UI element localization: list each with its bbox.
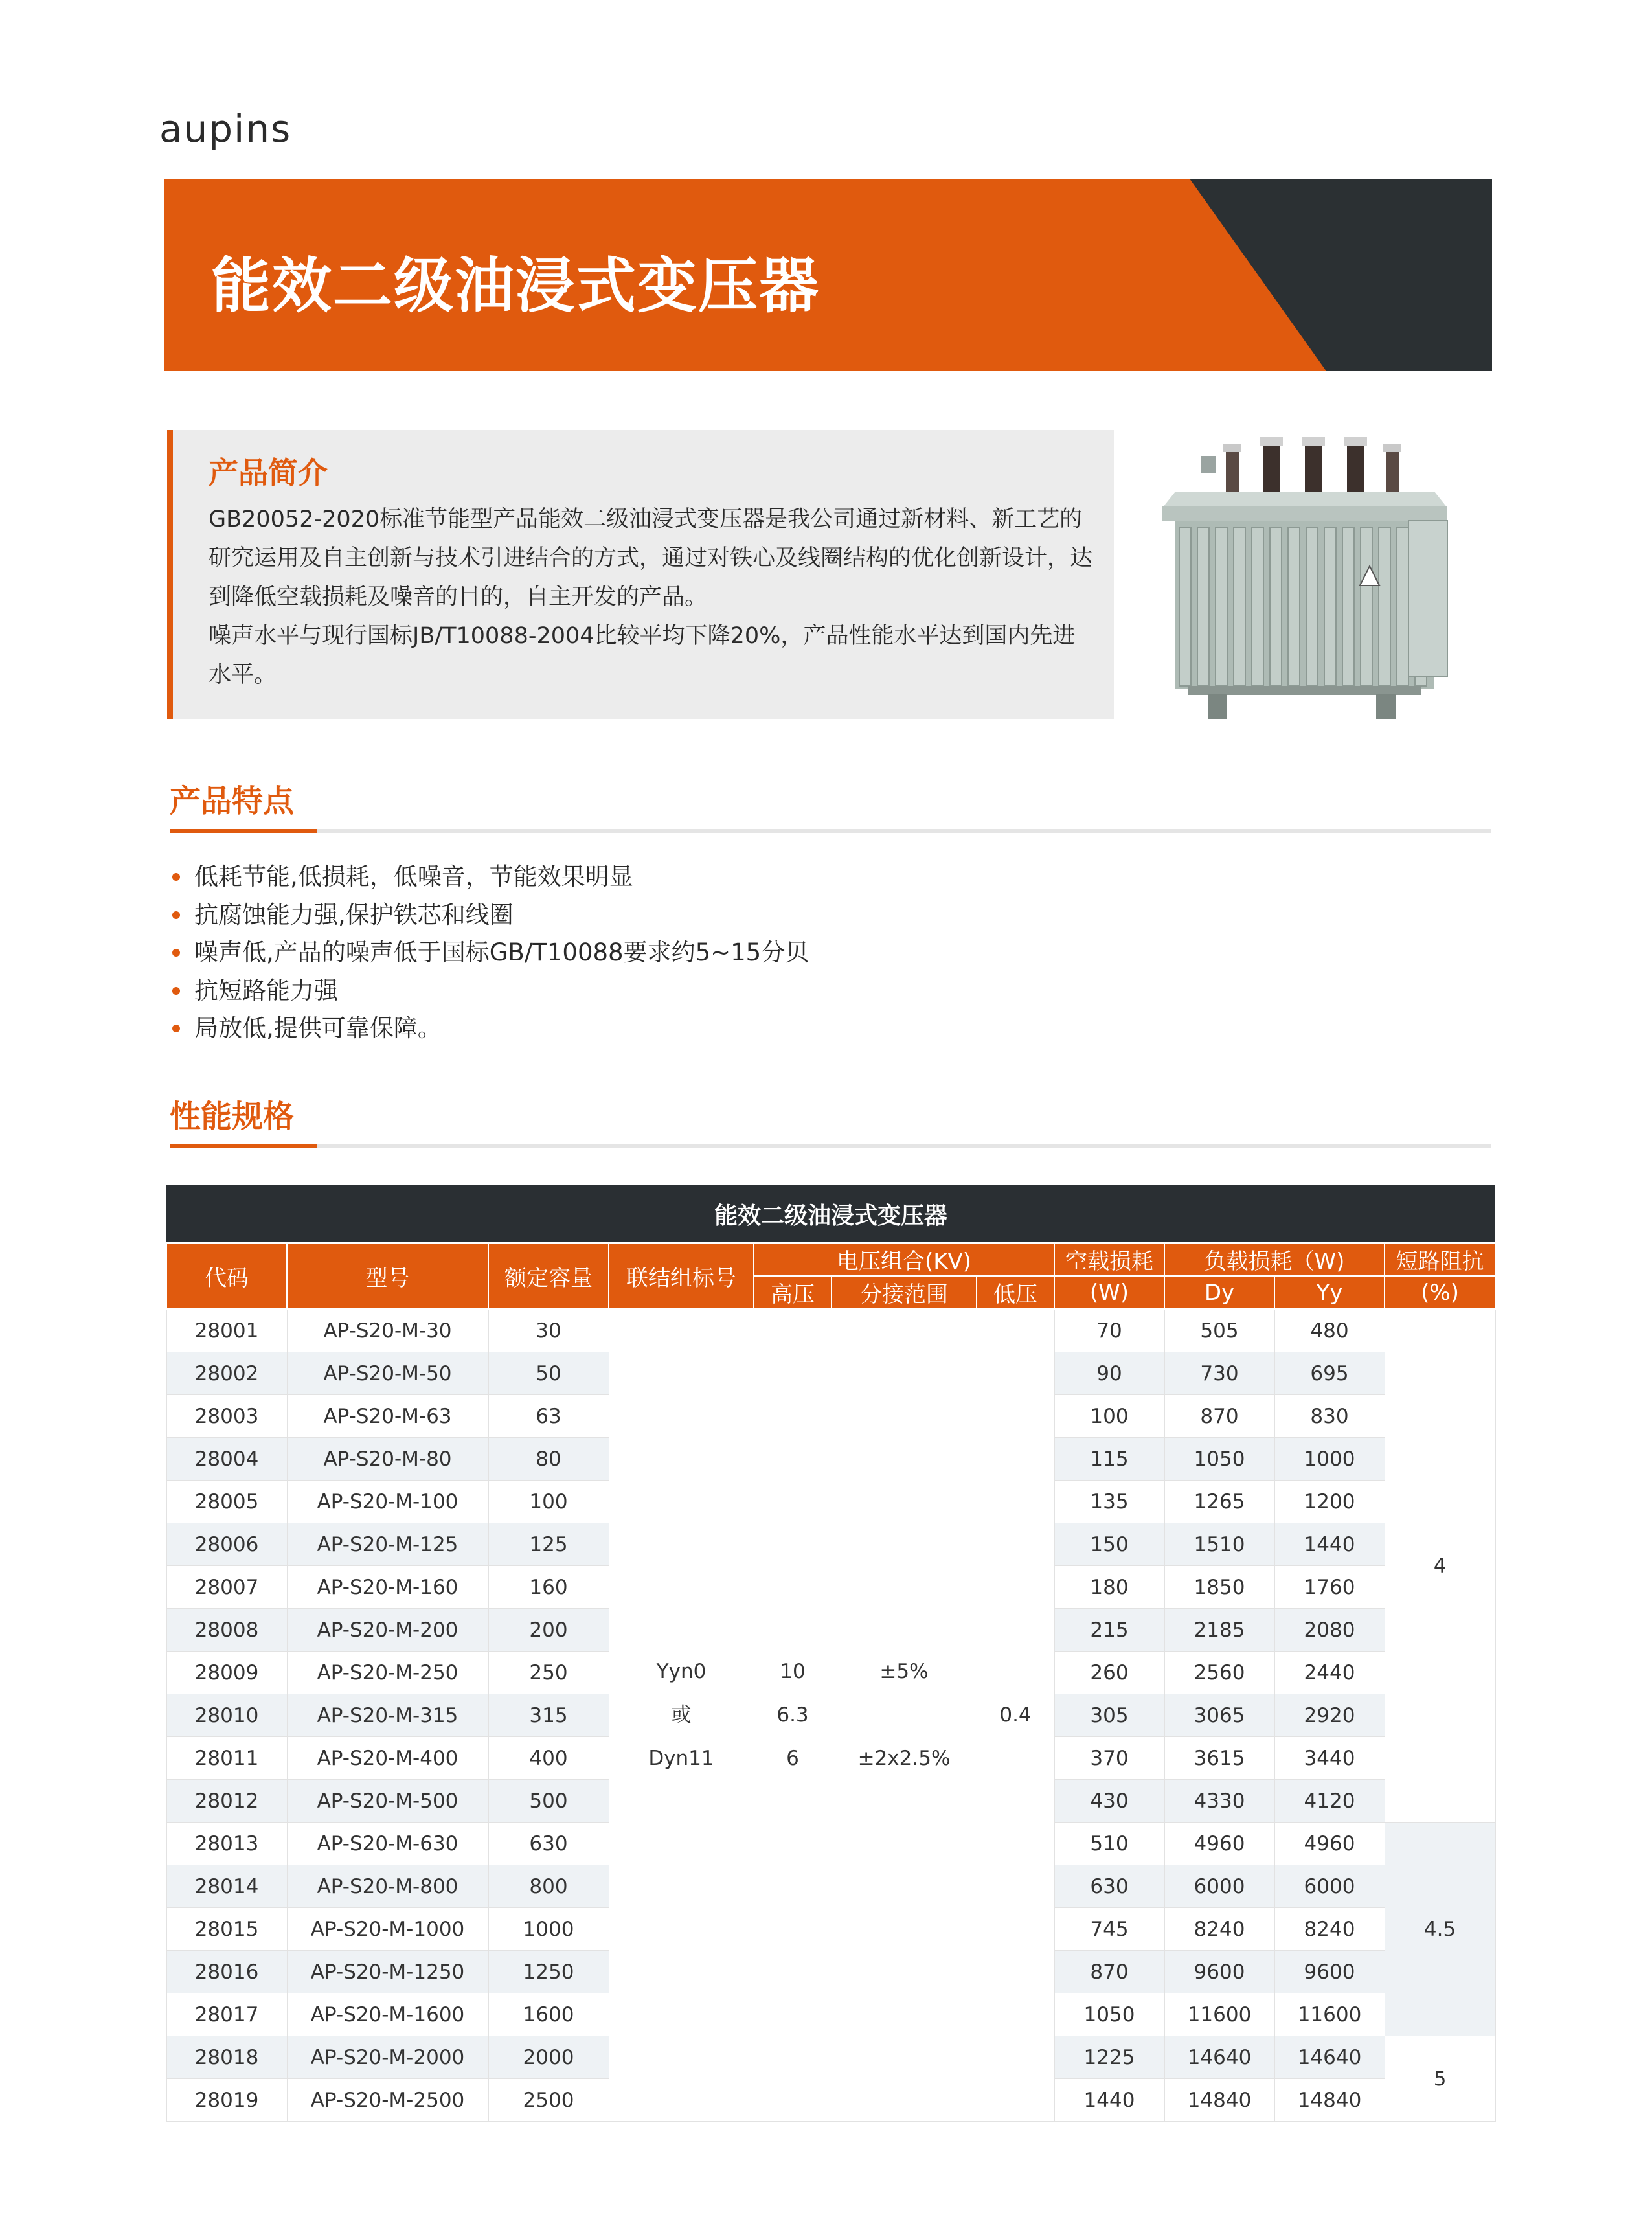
cell-code: 28003 bbox=[166, 1395, 287, 1438]
cell-yy: 830 bbox=[1274, 1395, 1385, 1438]
cell-no-load-loss: 430 bbox=[1054, 1780, 1164, 1823]
cell-no-load-loss: 70 bbox=[1054, 1309, 1164, 1352]
vector-group-line: Yyn0 bbox=[656, 1660, 707, 1683]
specs-rule bbox=[170, 1144, 1491, 1148]
cell-code: 28001 bbox=[166, 1309, 287, 1352]
bullet-icon bbox=[172, 911, 180, 919]
bullet-icon bbox=[172, 949, 180, 957]
vector-group-line: Dyn11 bbox=[648, 1747, 714, 1770]
cell-model: AP-S20-M-1600 bbox=[287, 1993, 488, 2036]
hv-line: 10 bbox=[780, 1660, 806, 1683]
cell-code: 28018 bbox=[166, 2036, 287, 2079]
col-lv: 低压 bbox=[977, 1276, 1054, 1309]
cell-dy: 2560 bbox=[1164, 1652, 1274, 1694]
cell-hv bbox=[754, 1309, 832, 2122]
cell-capacity: 100 bbox=[488, 1481, 609, 1523]
bushing-icons bbox=[1201, 437, 1401, 496]
cell-capacity: 30 bbox=[488, 1309, 609, 1352]
cell-capacity: 160 bbox=[488, 1566, 609, 1609]
cell-dy: 730 bbox=[1164, 1352, 1274, 1395]
cell-no-load-loss: 135 bbox=[1054, 1481, 1164, 1523]
cell-no-load-loss: 115 bbox=[1054, 1438, 1164, 1481]
cell-model: AP-S20-M-160 bbox=[287, 1566, 488, 1609]
cell-yy: 2080 bbox=[1274, 1609, 1385, 1652]
cell-code: 28002 bbox=[166, 1352, 287, 1395]
cell-code: 28006 bbox=[166, 1523, 287, 1566]
cell-no-load-loss: 1440 bbox=[1054, 2079, 1164, 2122]
col-hv: 高压 bbox=[754, 1276, 832, 1309]
cell-model: AP-S20-M-1250 bbox=[287, 1951, 488, 1993]
cell-capacity: 630 bbox=[488, 1823, 609, 1865]
cell-code: 28007 bbox=[166, 1566, 287, 1609]
cell-yy: 2920 bbox=[1274, 1694, 1385, 1737]
cell-model: AP-S20-M-2500 bbox=[287, 2079, 488, 2122]
cell-no-load-loss: 870 bbox=[1054, 1951, 1164, 1993]
cell-yy: 695 bbox=[1274, 1352, 1385, 1395]
cell-no-load-loss: 1225 bbox=[1054, 2036, 1164, 2079]
cell-model: AP-S20-M-1000 bbox=[287, 1908, 488, 1951]
cell-no-load-loss: 305 bbox=[1054, 1694, 1164, 1737]
cell-dy: 505 bbox=[1164, 1309, 1274, 1352]
cell-code: 28010 bbox=[166, 1694, 287, 1737]
cell-yy: 11600 bbox=[1274, 1993, 1385, 2036]
cell-dy: 1265 bbox=[1164, 1481, 1274, 1523]
cell-dy: 3065 bbox=[1164, 1694, 1274, 1737]
cell-capacity: 200 bbox=[488, 1609, 609, 1652]
cell-yy: 1440 bbox=[1274, 1523, 1385, 1566]
cell-capacity: 315 bbox=[488, 1694, 609, 1737]
cell-model: AP-S20-M-800 bbox=[287, 1865, 488, 1908]
cell-capacity: 125 bbox=[488, 1523, 609, 1566]
cell-dy: 1850 bbox=[1164, 1566, 1274, 1609]
table-row bbox=[166, 1309, 1495, 1352]
cell-capacity: 50 bbox=[488, 1352, 609, 1395]
feature-item: 噪声低,产品的噪声低于国标GB/T10088要求约5~15分贝 bbox=[170, 934, 809, 972]
cell-yy: 4960 bbox=[1274, 1823, 1385, 1865]
cell-yy: 9600 bbox=[1274, 1951, 1385, 1993]
cell-dy: 1050 bbox=[1164, 1438, 1274, 1481]
cell-yy: 4120 bbox=[1274, 1780, 1385, 1823]
cell-code: 28015 bbox=[166, 1908, 287, 1951]
cell-yy: 6000 bbox=[1274, 1865, 1385, 1908]
cell-model: AP-S20-M-80 bbox=[287, 1438, 488, 1481]
cell-yy: 14640 bbox=[1274, 2036, 1385, 2079]
col-no-load-loss: 空载损耗 bbox=[1054, 1243, 1164, 1276]
cell-dy: 8240 bbox=[1164, 1908, 1274, 1951]
cell-yy: 480 bbox=[1274, 1309, 1385, 1352]
cell-code: 28017 bbox=[166, 1993, 287, 2036]
feature-item: 低耗节能,低损耗，低噪音，节能效果明显 bbox=[170, 858, 809, 896]
cell-model: AP-S20-M-400 bbox=[287, 1737, 488, 1780]
table-title: 能效二级油浸式变压器 bbox=[166, 1185, 1495, 1243]
cell-model: AP-S20-M-100 bbox=[287, 1481, 488, 1523]
cell-model: AP-S20-M-315 bbox=[287, 1694, 488, 1737]
title-banner bbox=[164, 179, 1492, 371]
cell-yy: 3440 bbox=[1274, 1737, 1385, 1780]
feature-item: 局放低,提供可靠保障。 bbox=[170, 1010, 809, 1048]
cell-model: AP-S20-M-200 bbox=[287, 1609, 488, 1652]
tap-line: ±5% bbox=[879, 1660, 929, 1683]
cell-capacity: 400 bbox=[488, 1737, 609, 1780]
cell-yy: 8240 bbox=[1274, 1908, 1385, 1951]
cell-dy: 14640 bbox=[1164, 2036, 1274, 2079]
cell-dy: 9600 bbox=[1164, 1951, 1274, 1993]
intro-paragraph: GB20052-2020标准节能型产品能效二级油浸式变压器是我公司通过新材料、新工艺的研究运用及自主创新与技术引进结合的方式，通过对铁心及线圈结构的优化创新设计，达到降低空载损耗及噪音的目的，自主开发的产品。 bbox=[209, 506, 1093, 610]
bullet-icon bbox=[172, 987, 180, 995]
hv-line: 6.3 bbox=[776, 1703, 809, 1727]
cell-model: AP-S20-M-50 bbox=[287, 1352, 488, 1395]
cell-capacity: 500 bbox=[488, 1780, 609, 1823]
cell-yy: 14840 bbox=[1274, 2079, 1385, 2122]
feature-item: 抗腐蚀能力强,保护铁芯和线圈 bbox=[170, 896, 809, 935]
cell-code: 28004 bbox=[166, 1438, 287, 1481]
cell-vector-group bbox=[609, 1309, 754, 2122]
cell-dy: 3615 bbox=[1164, 1737, 1274, 1780]
product-intro-panel bbox=[167, 430, 1114, 719]
cell-no-load-loss: 215 bbox=[1054, 1609, 1164, 1652]
tap-line bbox=[832, 1694, 977, 1737]
specs-title: 性能规格 bbox=[170, 1098, 295, 1135]
col-tap-range: 分接范围 bbox=[832, 1276, 977, 1309]
col-voltage: 电压组合(KV) bbox=[754, 1243, 1054, 1276]
intro-text bbox=[209, 500, 1096, 694]
intro-accent-bar bbox=[167, 430, 173, 719]
cell-dy: 2185 bbox=[1164, 1609, 1274, 1652]
cell-code: 28005 bbox=[166, 1481, 287, 1523]
cell-no-load-loss: 510 bbox=[1054, 1823, 1164, 1865]
page-title: 能效二级油浸式变压器 bbox=[211, 251, 820, 321]
cell-model: AP-S20-M-63 bbox=[287, 1395, 488, 1438]
cell-capacity: 2000 bbox=[488, 2036, 609, 2079]
cell-no-load-loss: 100 bbox=[1054, 1395, 1164, 1438]
bullet-icon bbox=[172, 1025, 180, 1032]
vector-group-line: 或 bbox=[671, 1703, 692, 1727]
cell-code: 28009 bbox=[166, 1652, 287, 1694]
cell-no-load-loss: 370 bbox=[1054, 1737, 1164, 1780]
cell-model: AP-S20-M-500 bbox=[287, 1780, 488, 1823]
cell-code: 28013 bbox=[166, 1823, 287, 1865]
cell-code: 28014 bbox=[166, 1865, 287, 1908]
spec-table bbox=[166, 1185, 1496, 2122]
col-no-load-unit: (W) bbox=[1054, 1276, 1164, 1309]
cell-yy: 1200 bbox=[1274, 1481, 1385, 1523]
cell-lv: 0.4 bbox=[977, 1309, 1054, 2122]
cell-yy: 1760 bbox=[1274, 1566, 1385, 1609]
cell-capacity: 250 bbox=[488, 1652, 609, 1694]
cell-dy: 6000 bbox=[1164, 1865, 1274, 1908]
cell-capacity: 2500 bbox=[488, 2079, 609, 2122]
cell-yy: 2440 bbox=[1274, 1652, 1385, 1694]
cell-impedance: 5 bbox=[1385, 2036, 1495, 2122]
brand-logo: aupins bbox=[159, 107, 292, 151]
cell-capacity: 1000 bbox=[488, 1908, 609, 1951]
cell-dy: 1510 bbox=[1164, 1523, 1274, 1566]
cell-capacity: 1600 bbox=[488, 1993, 609, 2036]
intro-paragraph: 噪声水平与现行国标JB/T10088-2004比较平均下降20%，产品性能水平达到国内先进水平。 bbox=[209, 623, 1076, 688]
col-vector-group: 联结组标号 bbox=[609, 1243, 754, 1309]
transformer-image bbox=[1149, 430, 1460, 728]
cell-dy: 870 bbox=[1164, 1395, 1274, 1438]
tap-line: ±2x2.5% bbox=[857, 1747, 951, 1770]
col-model: 型号 bbox=[287, 1243, 488, 1309]
cell-no-load-loss: 180 bbox=[1054, 1566, 1164, 1609]
col-code: 代码 bbox=[166, 1243, 287, 1309]
bullet-icon bbox=[172, 873, 180, 881]
feature-item: 抗短路能力强 bbox=[170, 972, 809, 1010]
cell-code: 28012 bbox=[166, 1780, 287, 1823]
cell-dy: 14840 bbox=[1164, 2079, 1274, 2122]
cell-no-load-loss: 745 bbox=[1054, 1908, 1164, 1951]
col-impedance: 短路阻抗 bbox=[1385, 1243, 1495, 1276]
cell-code: 28019 bbox=[166, 2079, 287, 2122]
cell-dy: 4330 bbox=[1164, 1780, 1274, 1823]
cell-dy: 11600 bbox=[1164, 1993, 1274, 2036]
cell-model: AP-S20-M-630 bbox=[287, 1823, 488, 1865]
cell-impedance: 4.5 bbox=[1385, 1823, 1495, 2036]
features-rule bbox=[170, 829, 1491, 833]
cell-yy: 1000 bbox=[1274, 1438, 1385, 1481]
cell-model: AP-S20-M-2000 bbox=[287, 2036, 488, 2079]
col-load-loss: 负载损耗（W) bbox=[1164, 1243, 1385, 1276]
cell-tap-range bbox=[832, 1309, 977, 2122]
features-list bbox=[170, 858, 809, 1048]
intro-title: 产品简介 bbox=[209, 455, 328, 490]
cell-model: AP-S20-M-250 bbox=[287, 1652, 488, 1694]
cell-model: AP-S20-M-125 bbox=[287, 1523, 488, 1566]
cell-no-load-loss: 260 bbox=[1054, 1652, 1164, 1694]
cell-impedance: 4 bbox=[1385, 1309, 1495, 1823]
features-title: 产品特点 bbox=[170, 783, 295, 819]
cell-no-load-loss: 150 bbox=[1054, 1523, 1164, 1566]
cell-code: 28008 bbox=[166, 1609, 287, 1652]
cell-no-load-loss: 1050 bbox=[1054, 1993, 1164, 2036]
cell-no-load-loss: 90 bbox=[1054, 1352, 1164, 1395]
col-capacity: 额定容量 bbox=[488, 1243, 609, 1309]
col-yy: Yy bbox=[1274, 1276, 1385, 1309]
cell-code: 28016 bbox=[166, 1951, 287, 1993]
col-dy: Dy bbox=[1164, 1276, 1274, 1309]
cell-dy: 4960 bbox=[1164, 1823, 1274, 1865]
cell-capacity: 80 bbox=[488, 1438, 609, 1481]
hv-line: 6 bbox=[786, 1747, 799, 1770]
cell-code: 28011 bbox=[166, 1737, 287, 1780]
cell-model: AP-S20-M-30 bbox=[287, 1309, 488, 1352]
cell-capacity: 1250 bbox=[488, 1951, 609, 1993]
col-impedance-unit: (%) bbox=[1385, 1276, 1495, 1309]
cell-capacity: 63 bbox=[488, 1395, 609, 1438]
cell-no-load-loss: 630 bbox=[1054, 1865, 1164, 1908]
cell-capacity: 800 bbox=[488, 1865, 609, 1908]
